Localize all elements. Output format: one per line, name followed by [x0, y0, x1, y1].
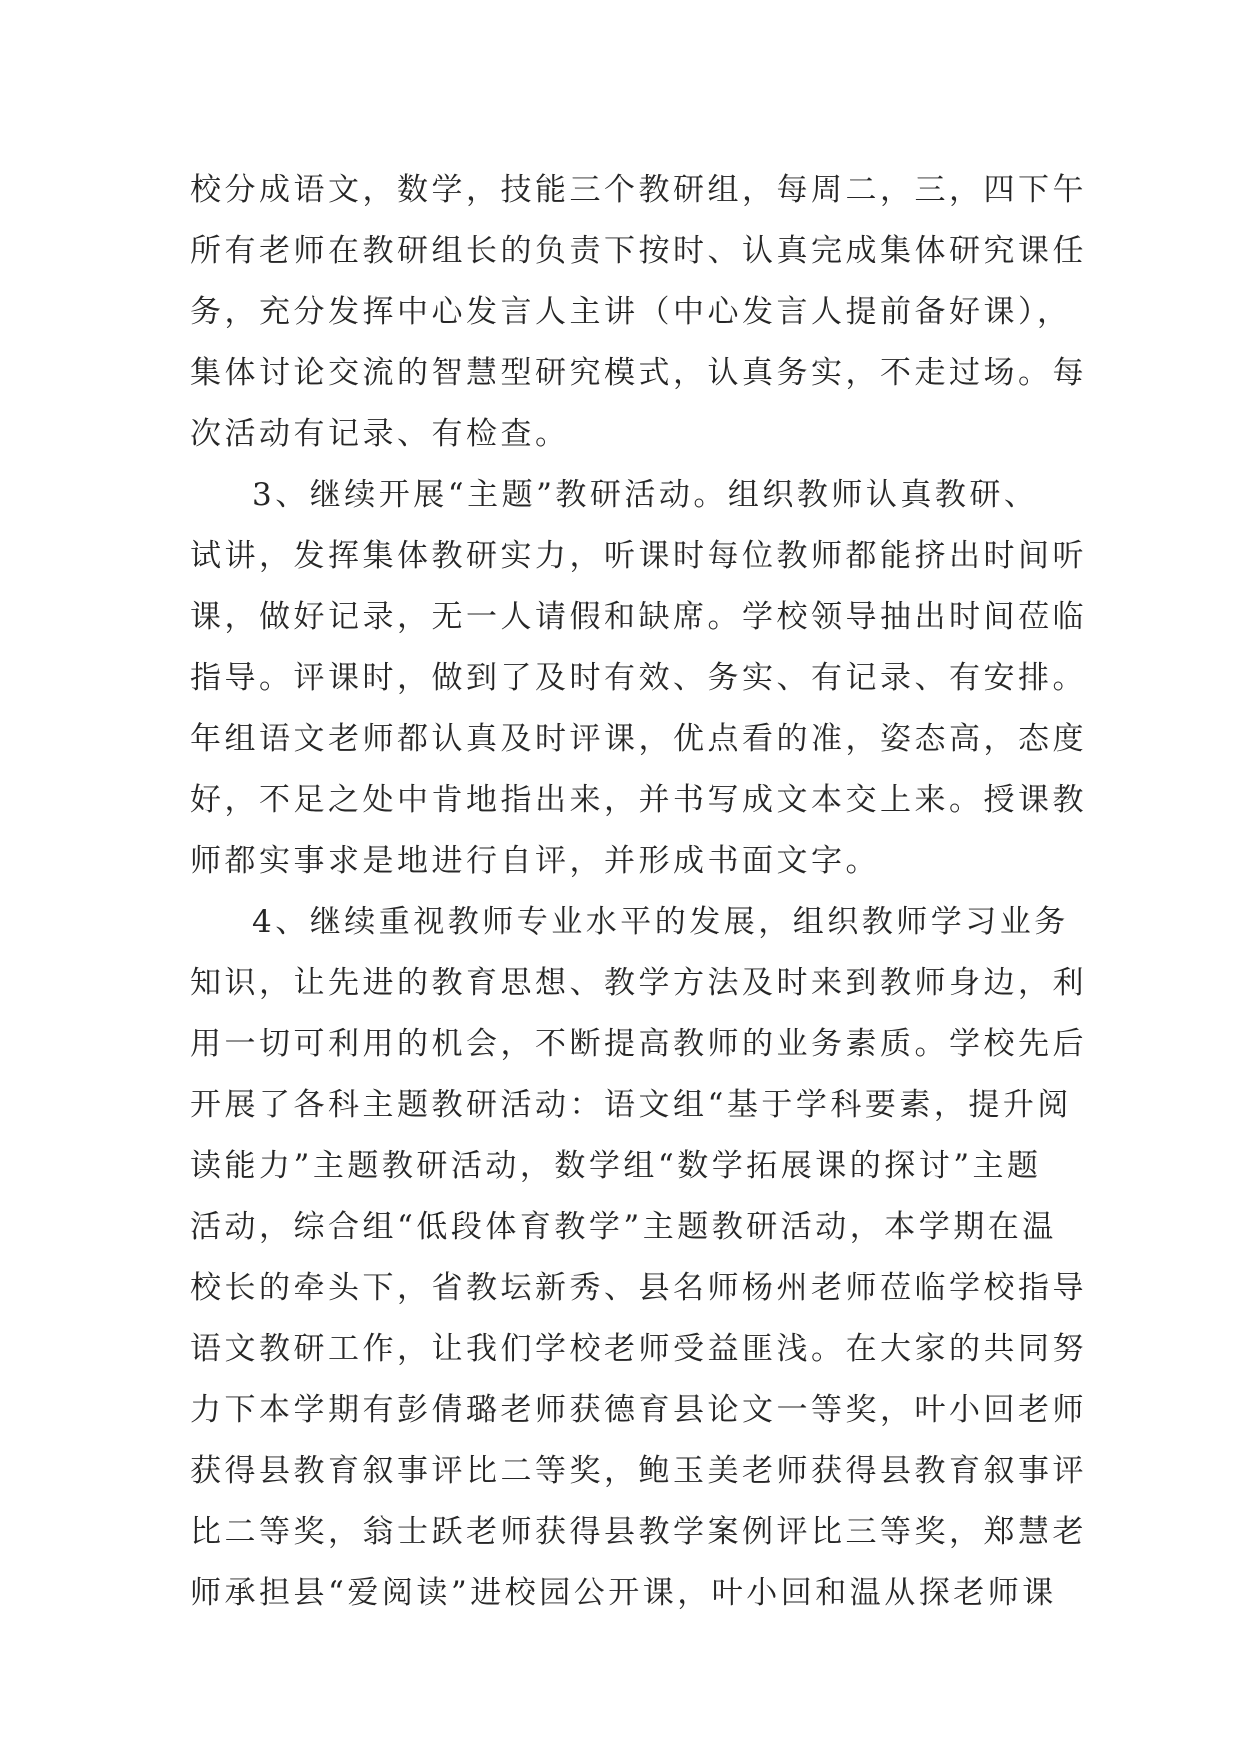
text-line: 活动，综合组“低段体育教学”主题教研活动，本学期在温	[190, 1209, 1057, 1245]
text-line: 指导。评课时，做到了及时有效、务实、有记录、有安排。	[190, 660, 1087, 696]
text-line: 比二等奖，翁士跃老师获得县教学案例评比三等奖，郑慧老	[190, 1514, 1087, 1550]
text-line: 次活动有记录、有检查。	[190, 416, 570, 452]
text-line: 用一切可利用的机会，不断提高教师的业务素质。学校先后	[190, 1026, 1087, 1062]
text-line: 所有老师在教研组长的负责下按时、认真完成集体研究课任	[190, 233, 1087, 269]
text-line: 好，不足之处中肯地指出来，并书写成文本交上来。授课教	[190, 782, 1087, 818]
text-line: 务，充分发挥中心发言人主讲（中心发言人提前备好课），	[190, 294, 1072, 330]
text-line: 试讲，发挥集体教研实力，听课时每位教师都能挤出时间听	[190, 538, 1087, 574]
text-line: 知识，让先进的教育思想、教学方法及时来到教师身边，利	[190, 965, 1087, 1001]
text-line: 年组语文老师都认真及时评课，优点看的准，姿态高，态度	[190, 721, 1087, 757]
text-line: 力下本学期有彭倩璐老师获德育县论文一等奖，叶小回老师	[190, 1392, 1087, 1428]
text-line: 读能力”主题教研活动，数学组“数学拓展课的探讨”主题	[190, 1148, 1042, 1184]
text-line: 校长的牵头下，省教坛新秀、县名师杨州老师莅临学校指导	[190, 1270, 1087, 1306]
paragraph-4-first-line: 4、继续重视教师专业水平的发展，组织教师学习业务	[252, 904, 1069, 940]
body-text	[190, 160, 1087, 1624]
paragraph-3-first-line: 3、继续开展“主题”教研活动。组织教师认真教研、	[252, 477, 1039, 513]
text-line: 师都实事求是地进行自评，并形成书面文字。	[190, 843, 880, 879]
text-line: 校分成语文，数学，技能三个教研组，每周二，三，四下午	[190, 172, 1087, 208]
text-line: 语文教研工作，让我们学校老师受益匪浅。在大家的共同努	[190, 1331, 1087, 1367]
text-line: 课，做好记录，无一人请假和缺席。学校领导抽出时间莅临	[190, 599, 1087, 635]
text-line: 开展了各科主题教研活动：语文组“基于学科要素，提升阅	[190, 1087, 1072, 1123]
text-line: 师承担县“爱阅读”进校园公开课，叶小回和温从探老师课	[190, 1575, 1057, 1611]
text-line: 获得县教育叙事评比二等奖，鲍玉美老师获得县教育叙事评	[190, 1453, 1087, 1489]
text-line: 集体讨论交流的智慧型研究模式，认真务实，不走过场。每	[190, 355, 1087, 391]
